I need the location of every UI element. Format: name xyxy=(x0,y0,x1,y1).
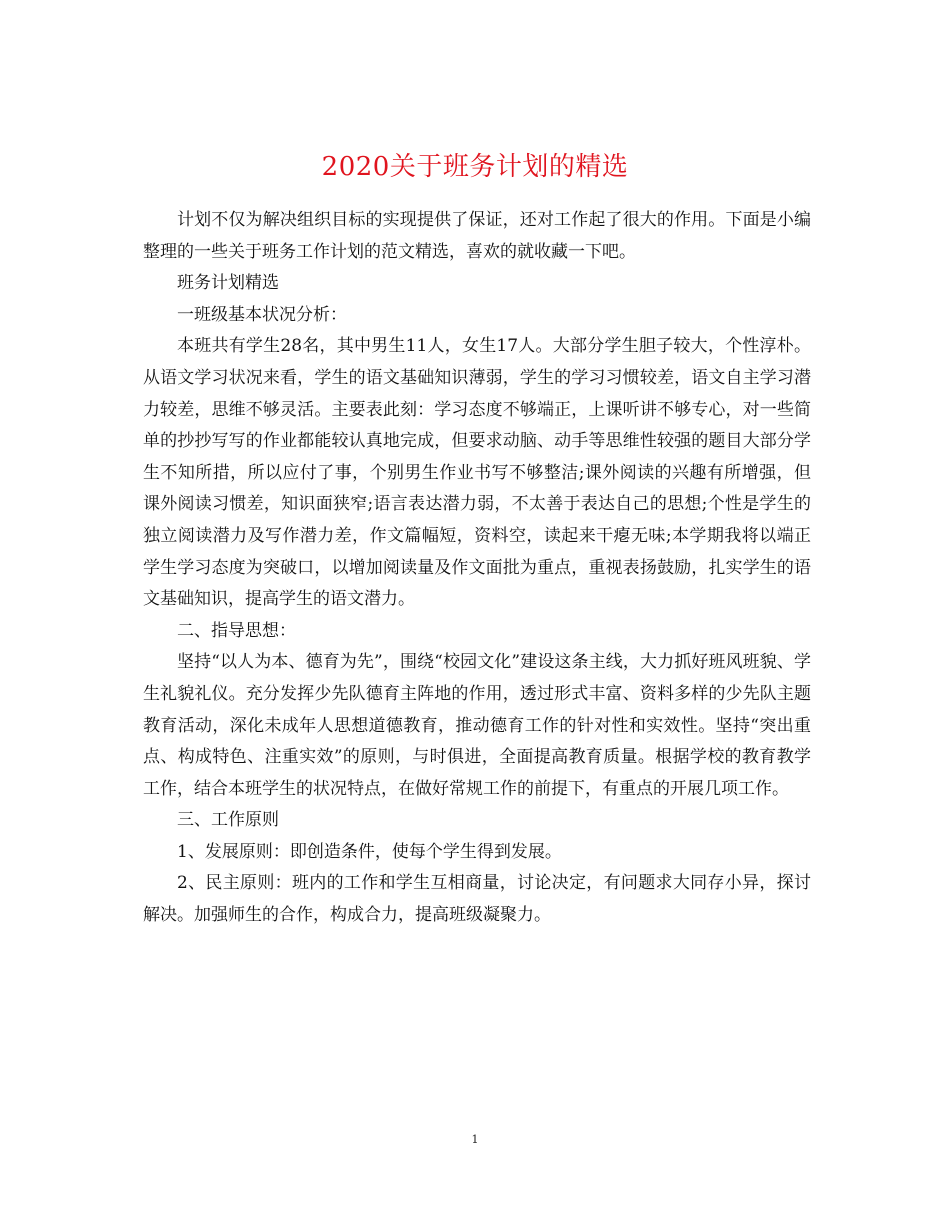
page-number: 1 xyxy=(471,1133,479,1146)
paragraph-heading-analysis: 一班级基本状况分析： xyxy=(177,304,347,325)
paragraph-principle-2: 2、民主原则：班内的工作和学生互相商量，讨论决定，有问题求大同存小异，探讨解决。加强师生的合作，构成合力，提高班级凝聚力。 xyxy=(143,873,811,926)
paragraph-guiding: 坚持“以人为本、德育为先”，围绕“校园文化”建设这条主线，大力抓好班风班貌、学生礼貌礼仪。充分发挥少先队德育主阵地的作用，透过形式丰富、资料多样的少先队主题教育活动，深化未成年人思想道德教育，推动德育工作的针对性和实效性。坚持“突出重点、构成特色、注重实效”的原则，与时俱进，全面提高教育质量。根据学校的教育教学工作，结合本班学生的状况特点，在做好常规工作的前提下，有重点的开展几项工作。 xyxy=(143,652,811,799)
document-title: 2020关于班务计划的精选 xyxy=(321,152,629,183)
paragraph-heading-guiding: 二、指导思想： xyxy=(177,620,296,641)
paragraph-heading-plan: 班务计划精选 xyxy=(177,273,279,294)
paragraph-heading-principles: 三、工作原则 xyxy=(177,810,279,831)
paragraph-analysis: 本班共有学生28名，其中男生11人，女生17人。大部分学生胆子较大，个性淳朴。从语文学习状况来看，学生的语文基础知识薄弱，学生的学习习惯较差，语文自主学习潜力较差，思维不够灵活。主要表此刻：学习态度不够端正，上课听讲不够专心，对一些简单的抄抄写写的作业都能较认真地完成，但要求动脑、动手等思维性较强的题目大部分学生不知所措，所以应付了事，个别男生作业书写不够整洁;课外阅读的兴趣有所增强，但课外阅读习惯差，知识面狭窄;语言表达潜力弱，不太善于表达自己的思想;个性是学生的独立阅读潜力及写作潜力差，作文篇幅短，资料空，读起来干瘪无味;本学期我将以端正学生学习态度为突破口，以增加阅读量及作文面批为重点，重视表扬鼓励，扎实学生的语文基础知识，提高学生的语文潜力。 xyxy=(143,336,811,610)
paragraph-intro: 计划不仅为解决组织目标的实现提供了保证，还对工作起了很大的作用。下面是小编整理的一些关于班务工作计划的范文精选，喜欢的就收藏一下吧。 xyxy=(143,210,811,262)
document-body xyxy=(143,205,811,932)
paragraph-principle-1: 1、发展原则：即创造条件，使每个学生得到发展。 xyxy=(177,841,562,862)
